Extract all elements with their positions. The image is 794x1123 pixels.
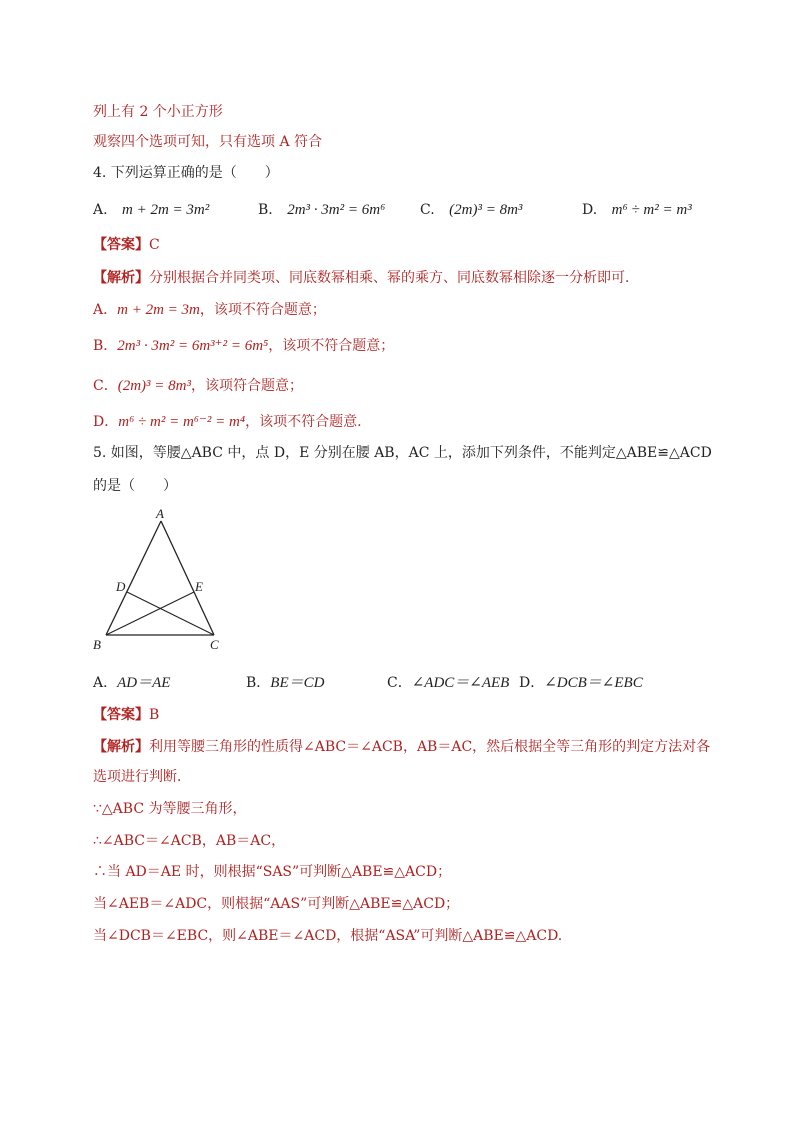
q5-analysis-line-2: 选项进行判断． (93, 769, 191, 785)
q4-option-c-label: C. (420, 202, 435, 218)
point-label-e: E (195, 579, 203, 594)
q4-option-a (93, 200, 209, 220)
q4-step-d-text: ，该项不符合题意. (245, 414, 362, 430)
q4-option-d-label: D. (582, 202, 598, 218)
q4-option-d-expr: m⁶ ÷ m² = m³ (611, 202, 692, 218)
q5-step-2: ∴∠ABC＝∠ACB，AB＝AC， (93, 833, 286, 849)
q5-answer (93, 705, 159, 725)
prev-solution-line-2: 观察四个选项可知，只有选项 A 符合 (93, 134, 323, 150)
q4-step-d (93, 412, 362, 432)
q5-option-c (387, 673, 509, 693)
q4-step-c-text: ，该项符合题意； (191, 378, 303, 394)
q5-stem-line-2: 的是（ ） (93, 478, 177, 494)
q5-analysis-text: 利用等腰三角形的性质得∠ABC＝∠ACB，AB＝AC，然后根据全等三角形的判定方法对各 (149, 739, 711, 755)
point-label-d: D (116, 579, 126, 594)
q4-analysis (93, 268, 639, 288)
q4-option-b (258, 200, 385, 220)
q5-option-b-label: B． (246, 675, 271, 691)
q4-option-c (420, 200, 522, 220)
q4-option-b-expr: 2m³ · 3m² = 6m⁶ (287, 202, 386, 218)
q4-step-c (93, 376, 303, 396)
q4-step-a-label: A． (93, 302, 118, 318)
q4-step-b-text: ，该项不符合题意； (268, 338, 395, 354)
q4-analysis-text: 分别根据合并同类项、同底数幂相乘、幂的乘方、同底数幂相除逐一分析即可． (149, 270, 639, 286)
q4-option-a-expr: m + 2m = 3m² (122, 202, 210, 218)
q4-option-b-label: B. (258, 202, 273, 218)
q4-answer-value: C (149, 237, 160, 253)
q4-analysis-tag: 【解析】 (93, 270, 149, 286)
q5-option-a-label: A． (93, 675, 118, 691)
q5-option-d-label: D． (519, 675, 545, 691)
segment-cd (127, 592, 214, 635)
q5-step-1: ∵△ABC 为等腰三角形， (93, 801, 247, 817)
vertex-label-c: C (210, 637, 219, 652)
q4-step-c-label: C． (93, 378, 118, 394)
prev-solution-line-1: 列上有 2 个小正方形 (93, 104, 223, 120)
q4-stem: 4. 下列运算正确的是（ ） (93, 165, 279, 181)
q5-step-5: 当∠DCB＝∠EBC，则∠ABE＝∠ACD，根据“ASA”可判断△ABE≌△ACD. (93, 928, 563, 944)
q4-step-d-label: D． (93, 414, 119, 430)
q4-option-c-expr: (2m)³ = 8m³ (449, 202, 523, 218)
q4-step-a-text: ，该项不符合题意； (199, 302, 326, 318)
edge-ac (161, 521, 214, 635)
q4-option-d (582, 200, 692, 220)
q5-option-c-expr: ∠ADC＝∠AEB (411, 675, 510, 691)
vertex-label-b: B (93, 637, 101, 652)
q5-triangle-figure (90, 505, 240, 660)
q5-stem-line-1: 5. 如图，等腰△ABC 中，点 D，E 分别在腰 AB，AC 上，添加下列条件，不能判定△ABE≌△ACD (93, 445, 712, 461)
q5-option-d-expr: ∠DCB＝∠EBC (544, 675, 643, 691)
segment-be (106, 592, 194, 635)
q4-step-b (93, 336, 394, 356)
q4-step-a-expr: m + 2m = 3m (117, 302, 200, 318)
q5-answer-tag: 【答案】 (93, 707, 149, 723)
q4-step-c-expr: (2m)³ = 8m³ (117, 378, 191, 394)
q5-step-4: 当∠AEB＝∠ADC，则根据“AAS”可判断△ABE≌△ACD； (93, 896, 460, 912)
q5-option-b-expr: BE＝CD (270, 675, 325, 691)
q5-option-d (519, 673, 643, 693)
q4-option-a-label: A. (93, 202, 108, 218)
q5-option-a (93, 673, 170, 693)
edge-ab (106, 521, 161, 635)
q4-answer (93, 235, 160, 255)
q4-step-a (93, 300, 326, 320)
q5-analysis-tag: 【解析】 (93, 739, 149, 755)
q4-step-b-expr: 2m³ · 3m² = 6m³⁺² = 6m⁵ (117, 338, 269, 354)
q5-analysis-line-1 (93, 737, 710, 757)
q5-answer-value: B (149, 707, 160, 723)
q4-step-d-expr: m⁶ ÷ m² = m⁶⁻² = m⁴ (118, 414, 246, 430)
q4-step-b-label: B． (93, 338, 118, 354)
q5-option-b (246, 673, 324, 693)
vertex-label-a: A (156, 506, 164, 521)
q5-option-a-expr: AD＝AE (117, 675, 171, 691)
q4-answer-tag: 【答案】 (93, 237, 149, 253)
q5-option-c-label: C． (387, 675, 412, 691)
q5-step-3: ∴当 AD＝AE 时，则根据“SAS”可判断△ABE≌△ACD； (93, 864, 452, 880)
